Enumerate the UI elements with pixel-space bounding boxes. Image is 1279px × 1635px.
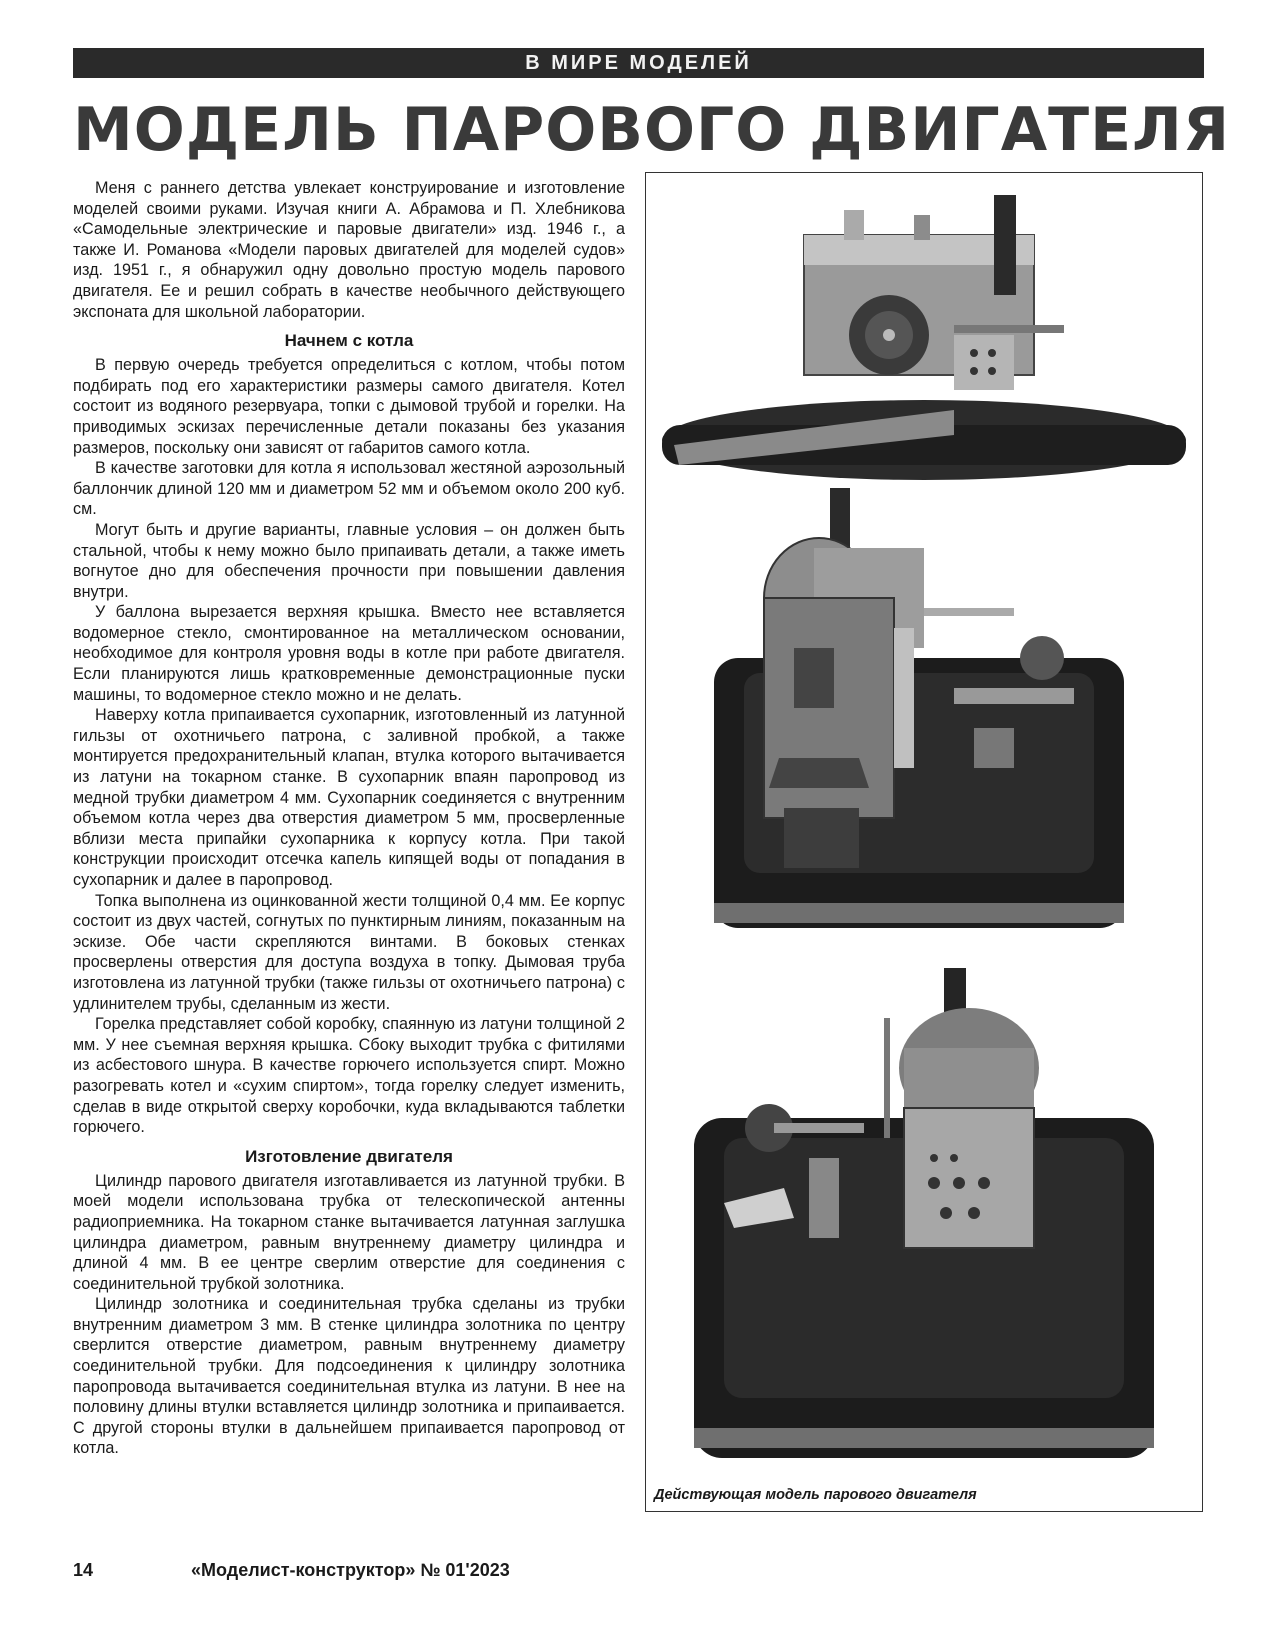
paragraph: Цилиндр парового двигателя изготавливается из латунной трубки. В моей модели использована трубка от телескопической антенны радиоприемника. На токарном станке вытачивается латунная заглушка цилиндра диаметром, равным внутреннему диаметру цилиндра и длиной 4 мм. В ее центре сверлим отверстие для соединения с соединительной трубкой золотника. bbox=[73, 1171, 625, 1293]
steam-engine-side-photo bbox=[654, 185, 1194, 485]
article-title: МОДЕЛЬ ПАРОВОГО ДВИГАТЕЛЯ bbox=[73, 95, 1231, 165]
paragraph: В качестве заготовки для котла я использовал жестяной аэрозольный баллончик длиной 120 мм и диаметром 52 мм и объемом около 200 куб. см. bbox=[73, 459, 625, 519]
subheading-boiler: Начнем с котла bbox=[284, 331, 414, 351]
paragraph: В первую очередь требуется определиться с котлом, чтобы потом подбирать под его характеристики размеры самого двигателя. Котел состоит из водяного резервуара, топки с дымовой трубой и горелки. На приводимых эскизах перечисленные детали показаны без указания размеров, поскольку они зависят от габаритов самого котла. bbox=[73, 356, 625, 457]
photo-rear-view bbox=[654, 958, 1194, 1478]
intro-paragraph: Меня с раннего детства увлекает конструирование и изготовление моделей своими руками. Изучая книги А. Абрамова и П. Хлебникова «Самодельные электрические и паровые двигатели» изд. 1946 г., а также И. Романова «Модели паровых двигателей для моделей судов» изд. 1951 г., я обнаружил одну довольно простую модель парового двигателя. Ее и решил собрать в качестве необычного действующего экспоната для школьной лаборатории. bbox=[73, 179, 625, 321]
page-number: 14 bbox=[73, 1560, 94, 1580]
page-footer bbox=[73, 1560, 1204, 1590]
paragraph: Горелка представляет собой коробку, спаянную из латуни толщиной 2 мм. У нее съемная верхняя крышка. Сбоку выходит трубка с фитилями из асбестового шнура. В качестве горючего используется спирт. Можно разогревать котел и «сухим спиртом», тогда горелку следует изменить, сделав в виде открытой сверху коробочки, куда вкладываются таблетки горючего. bbox=[73, 1015, 625, 1137]
section-label: В МИРЕ МОДЕЛЕЙ bbox=[525, 51, 752, 74]
photo-side-view bbox=[654, 185, 1194, 485]
subheading-engine: Изготовление двигателя bbox=[245, 1146, 453, 1166]
paragraph: Топка выполнена из оцинкованной жести толщиной 0,4 мм. Ее корпус состоит из двух частей, согнутых по пунктирным линиям, показанным на эскизе. Обе части скрепляются винтами. В боковых стенках просверлены отверстия для доступа воздуха в топку. Дымовая труба изготовлена из латунной трубки (также гильзы от охотничьего патрона) с удлинителем трубы, сделанным из жести. bbox=[73, 891, 625, 1013]
photo-caption: Действующая модель парового двигателя bbox=[654, 1487, 977, 1503]
paragraph: Цилиндр золотника и соединительная трубка сделаны из трубки внутренним диаметром 3 мм. В стенке цилиндра золотника по центру сверлится отверстие диаметром, равным внутреннему диаметру соединительной трубки. Для подсоединения к цилиндру золотника паропровода вытачивается соединительная втулка из латуни. В нее на половину длины втулки вставляется цилиндр золотника и припаивается. С другой стороны втулки в дальнейшем припаивается паропровод от котла. bbox=[73, 1295, 625, 1458]
publication-name: «Моделист-конструктор» № 01'2023 bbox=[191, 1560, 510, 1580]
paragraph: Могут быть и другие варианты, главные условия – он должен быть стальной, чтобы к нему можно было припаивать детали, а также иметь вогнутое дно для обеспечения прочности при повышении давления внутри. bbox=[73, 520, 625, 601]
article-body bbox=[73, 178, 625, 1459]
steam-engine-rear-photo bbox=[654, 958, 1194, 1478]
photo-panel bbox=[645, 172, 1203, 1512]
photo-front-view bbox=[654, 488, 1194, 948]
section-header-bar bbox=[73, 48, 1204, 78]
paragraph: У баллона вырезается верхняя крышка. Вместо нее вставляется водомерное стекло, смонтированное на металлическом основании, необходимое для контроля уровня воды в котле при работе двигателя. Если планируются лишь кратковременные демонстрационные пуски машины, то водомерное стекло можно и не делать. bbox=[73, 603, 625, 704]
paragraph: Наверху котла припаивается сухопарник, изготовленный из латунной гильзы от охотничьего патрона, с заливной пробкой, а также монтируется предохранительный клапан, втулка которого вытачивается из латуни на токарном станке. В сухопарник впаян паропровод из медной трубки диаметром 4 мм. Сухопарник соединяется с внутренним объемом котла через два отверстия диаметром 5 мм, просверленные вблизи места припайки сухопарника к корпусу котла. При такой конструкции происходит отсечка капель кипящей воды от попадания в сухопарник и далее в паропровод. bbox=[73, 706, 625, 889]
steam-engine-front-photo bbox=[654, 488, 1194, 948]
